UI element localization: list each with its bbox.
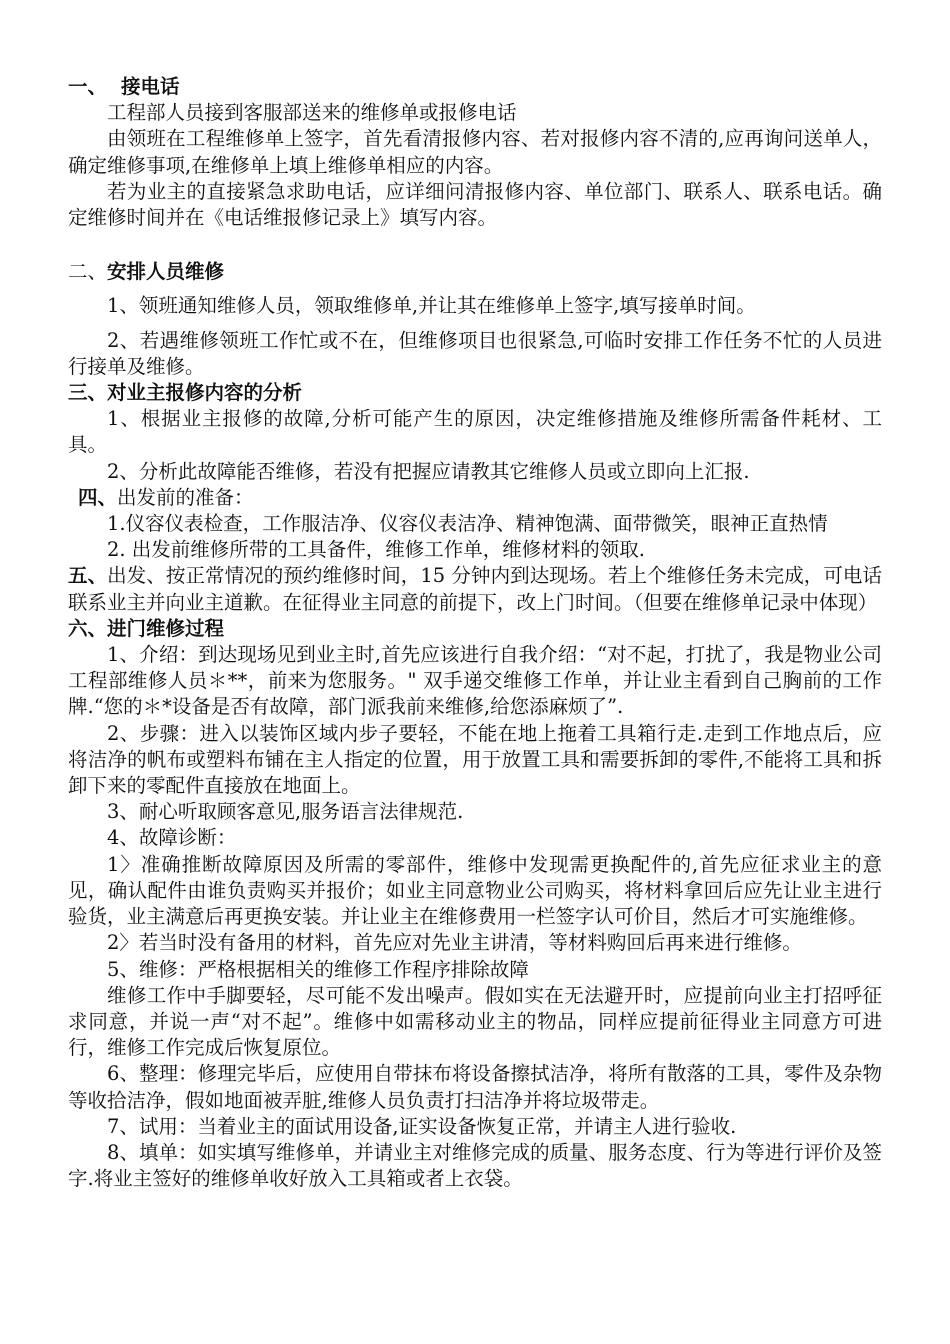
section-4-paragraph-1: 1.仪容仪表检查，工作服洁净、仪容仪表洁净、精神饱满、面带微笑，眼神正直热情 [107,512,828,536]
section-3-title: 对业主报修内容的分析 [107,381,303,405]
section-6-title: 进门维修过程 [107,616,225,640]
section-6-paragraph-5: 1〉准确推断故障原因及所需的零部件，维修中发现需更换配件的,首先应征求业主的意见，确认配件由谁负责购买并报价；如业主同意物业公司购买，将材料拿回后应先让业主进行验货，业主满意后再更换安装。并让业主在维修费用一栏签字认可价目，然后才可实施维修。 [68,852,882,929]
section-4-number: 四、 [78,485,118,509]
section-3-paragraph-1: 1、根据业主报修的故障,分析可能产生的原因，决定维修措施及维修所需备件耗材、工具。 [68,407,882,457]
section-2-heading [68,259,882,285]
section-5-number: 五、 [68,564,108,588]
section-1-heading [68,74,882,100]
section-2-title: 安排人员维修 [107,260,225,284]
spacer [68,285,882,293]
section-2-paragraph-2: 2、若遇维修领班工作忙或不在，但维修项目也很紧急,可临时安排工作任务不忙的人员进行接单及维修。 [68,328,882,378]
section-2-number: 二、 [68,260,108,284]
section-1-paragraph-1: 工程部人员接到客服部送来的维修单或报修电话 [107,101,517,125]
section-5-text: 出发、按正常情况的预约维修时间，15 分钟内到达现场。若上个维修任务未完成，可电话联系业主并向业主道歉。在征得业主同意的前提下，改上门时间。（但要在维修单记录中体现） [68,564,882,614]
section-1-paragraph-3: 若为业主的直接紧急求助电话，应详细问清报修内容、单位部门、联系人、联系电话。确定维修时间并在《电话维报修记录上》填写内容。 [68,179,882,230]
spacer [68,320,882,328]
section-5-paragraph [68,563,882,615]
section-6-paragraph-10: 7、试用：当着业主的面试用设备,证实设备恢复正常，并请主人进行验收. [107,1114,737,1138]
section-3-number: 三、 [68,381,108,405]
section-6-paragraph-8: 维修工作中手脚要轻，尽可能不发出噪声。假如实在无法避开时，应提前向业主打招呼征求同意，并说一声“对不起”。维修中如需移动业主的物品，同样应提前征得业主同意方可进行，维修工作完成后恢复原位。 [68,983,882,1060]
section-2-paragraph-1: 1、领班通知维修人员，领取维修单,并让其在维修单上签字,填写接单时间。 [107,294,756,318]
section-6-paragraph-2: 2、步骤：进入以装饰区域内步子要轻，不能在地上拖着工具箱行走.走到工作地点后，应将洁净的帆布或塑料布铺在主人指定的位置，用于放置工具和需要拆卸的零件,不能将工具和拆卸下来的零配件直接放在地面上。 [68,721,882,798]
section-1-paragraph-2: 由领班在工程维修单上签字，首先看清报修内容、若对报修内容不清的,应再询问送单人，确定维修事项,在维修单上填上维修单相应的内容。 [68,127,882,177]
section-1-number: 一、 [68,75,108,98]
section-4-heading [68,485,882,511]
section-6-heading [68,616,882,642]
section-4-title: 出发前的准备： [117,485,254,509]
section-6-paragraph-7: 5、维修：严格根据相关的维修工作程序排除故障 [107,957,529,981]
section-6-paragraph-11: 8、填单：如实填写维修单，并请业主对维修完成的质量、服务态度、行为等进行评价及签字.将业主签好的维修单收好放入工具箱或者上衣袋。 [68,1140,882,1191]
section-6-paragraph-4: 4、故障诊断： [107,826,237,850]
spacer [68,231,882,259]
section-3-paragraph-2: 2、分析此故障能否维修，若没有把握应请教其它维修人员或立即向上汇报. [107,459,750,483]
section-4-paragraph-2: 2. 出发前维修所带的工具备件，维修工作单，维修材料的领取. [107,538,646,562]
section-6-number: 六、 [68,616,108,640]
section-6-paragraph-3: 3、耐心听取顾客意见,服务语言法律规范. [107,800,464,824]
section-3-heading [68,380,882,406]
section-6-paragraph-9: 6、整理：修理完毕后，应使用自带抹布将设备擦拭洁净，将所有散落的工具，零件及杂物等收拾洁净，假如地面被弄脏,维修人员负责打扫洁净并将垃圾带走。 [68,1062,882,1112]
section-6-paragraph-6: 2〉若当时没有备用的材料，首先应对先业主讲清，等材料购回后再来进行维修。 [107,931,802,955]
section-1-title: 接电话 [121,75,180,98]
section-6-paragraph-1: 1、介绍：到达现场见到业主时,首先应该进行自我介绍：“对不起，打扰了，我是物业公司工程部维修人员＊**，前来为您服务。" 双手递交维修工作单，并让业主看到自己胸前的工作牌.“您的＊*设备是否有故障，部门派我前来维修,给您添麻烦了”. [68,643,882,719]
